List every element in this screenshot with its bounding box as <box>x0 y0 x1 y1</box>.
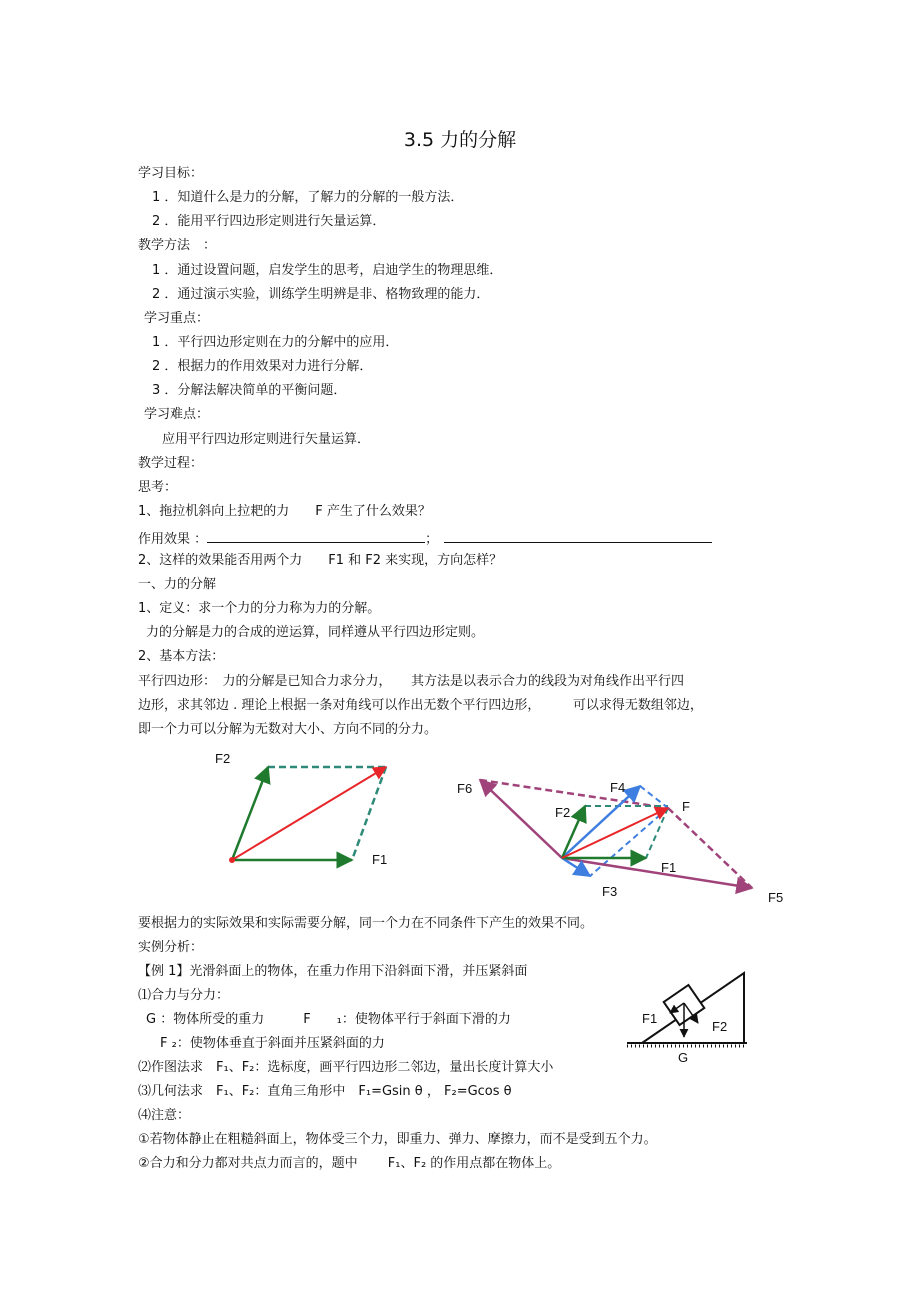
process-heading: 教学过程： <box>138 456 204 471</box>
label-f6: F6 <box>457 781 473 796</box>
paragraph-line: 即一个力可以分解为无数对大小、方向不同的分力。 <box>138 722 438 737</box>
objective-item: 2 ．能用平行四边形定则进行矢量运算． <box>152 214 386 229</box>
example-step-3: ⑶几何法求 F₁、F₂：直角三角形中 F₁=Gsin θ ， F₂=Gcos θ <box>138 1084 512 1099</box>
example-g-line: G ：物体所受的重力 F ₁：使物体平行于斜面下滑的力 <box>146 1012 511 1027</box>
methods-heading: 教学方法 ： <box>138 238 217 253</box>
method-item: 2 ．通过演示实验，训练学生明辨是非、格物致理的能力． <box>152 287 490 302</box>
note-2: ②合力和分力都对共点力而言的，题中 F₁、F₂ 的作用点都在物体上。 <box>138 1156 561 1171</box>
origin-point <box>229 857 235 863</box>
definition: 1、定义：求一个力的分力称为力的分解。 <box>138 601 381 616</box>
example-step-4: ⑷注意： <box>138 1108 191 1123</box>
example-f2-line: F ₂：使物体垂直于斜面并压紧斜面的力 <box>160 1036 385 1051</box>
method-item: 1 ．通过设置问题，启发学生的思考，启迪学生的物理思维． <box>152 263 503 278</box>
keypoint-item: 2 ．根据力的作用效果对力进行分解． <box>152 359 373 374</box>
f2-arrow <box>232 767 268 860</box>
f6-arrow <box>480 780 562 858</box>
dashed-edge <box>646 808 668 858</box>
label-f2: F2 <box>555 805 571 820</box>
label-f1: F1 <box>661 860 677 875</box>
method-heading: 2、基本方法： <box>138 649 225 664</box>
resultant-arrow <box>232 767 386 860</box>
section-heading: 一、力的分解 <box>138 577 217 592</box>
question-1: 1、拖拉机斜向上拉耙的力 F 产生了什么效果？ <box>138 504 431 519</box>
effect-line <box>138 528 712 548</box>
example-step-1: ⑴合力与分力： <box>138 988 230 1003</box>
dashed-edge <box>480 780 668 808</box>
definition-note: 力的分解是力的合成的逆运算，同样遵从平行四边形定则。 <box>146 625 485 640</box>
parallelogram-figure <box>200 745 410 875</box>
example-title: 【例 1】光滑斜面上的物体，在重力作用下沿斜面下滑，并压紧斜面 <box>138 964 528 979</box>
label-f3: F3 <box>602 884 618 899</box>
note-1: ①若物体静止在粗糙斜面上，物体受三个力，即重力、弹力、摩擦力，而不是受到五个力。 <box>138 1132 657 1147</box>
incline-figure <box>622 965 752 1065</box>
multi-decomposition-figure <box>450 770 800 910</box>
paragraph-line: 边形，求其邻边 . 理论上根据一条对角线可以作出无数个平行四边形， 可以求得无数组邻边， <box>138 698 703 713</box>
difficulty-heading: 学习难点： <box>144 407 210 422</box>
analysis-heading: 实例分析： <box>138 940 204 955</box>
after-figure-text: 要根据力的实际效果和实际需要分解，同一个力在不同条件下产生的效果不同。 <box>138 916 594 931</box>
objectives-heading: 学习目标： <box>138 166 204 181</box>
effect-separator: ； <box>425 532 439 547</box>
objective-item: 1 ．知道什么是力的分解，了解力的分解的一般方法． <box>152 190 464 205</box>
label-f2: F2 <box>215 751 231 766</box>
label-g: G <box>678 1050 689 1065</box>
label-f5: F5 <box>768 890 784 905</box>
example-step-2: ⑵作图法求 F₁、F₂：选标度，画平行四边形二邻边，量出长度计算大小 <box>138 1060 554 1075</box>
think-heading: 思考： <box>138 480 178 495</box>
keypoint-item: 1 ．平行四边形定则在力的分解中的应用． <box>152 335 399 350</box>
resultant-arrow <box>562 808 668 858</box>
answer-blank-2[interactable] <box>444 528 712 543</box>
dashed-edge <box>352 767 386 860</box>
question-2: 2、这样的效果能否用两个力 F1 和 F2 来实现，方向怎样？ <box>138 553 503 568</box>
keypoint-item: 3 ．分解法解决简单的平衡问题． <box>152 383 347 398</box>
label-f1: F1 <box>372 852 388 867</box>
label-f4: F4 <box>610 780 626 795</box>
label-f1: F1 <box>642 1011 658 1026</box>
dashed-edge <box>590 808 668 876</box>
page-title: 3.5 力的分解 <box>403 129 517 151</box>
paragraph-line: 平行四边形： 力的分解是已知合力求分力， 其方法是以表示合力的线段为对角线作出平行四 <box>138 674 685 689</box>
label-f2: F2 <box>712 1019 728 1034</box>
answer-blank-1[interactable] <box>207 528 425 543</box>
keypoints-heading: 学习重点： <box>144 311 210 326</box>
label-f: F <box>682 799 690 814</box>
difficulty-text: 应用平行四边形定则进行矢量运算． <box>162 432 371 447</box>
effect-label: 作用效果 ： <box>138 532 208 547</box>
